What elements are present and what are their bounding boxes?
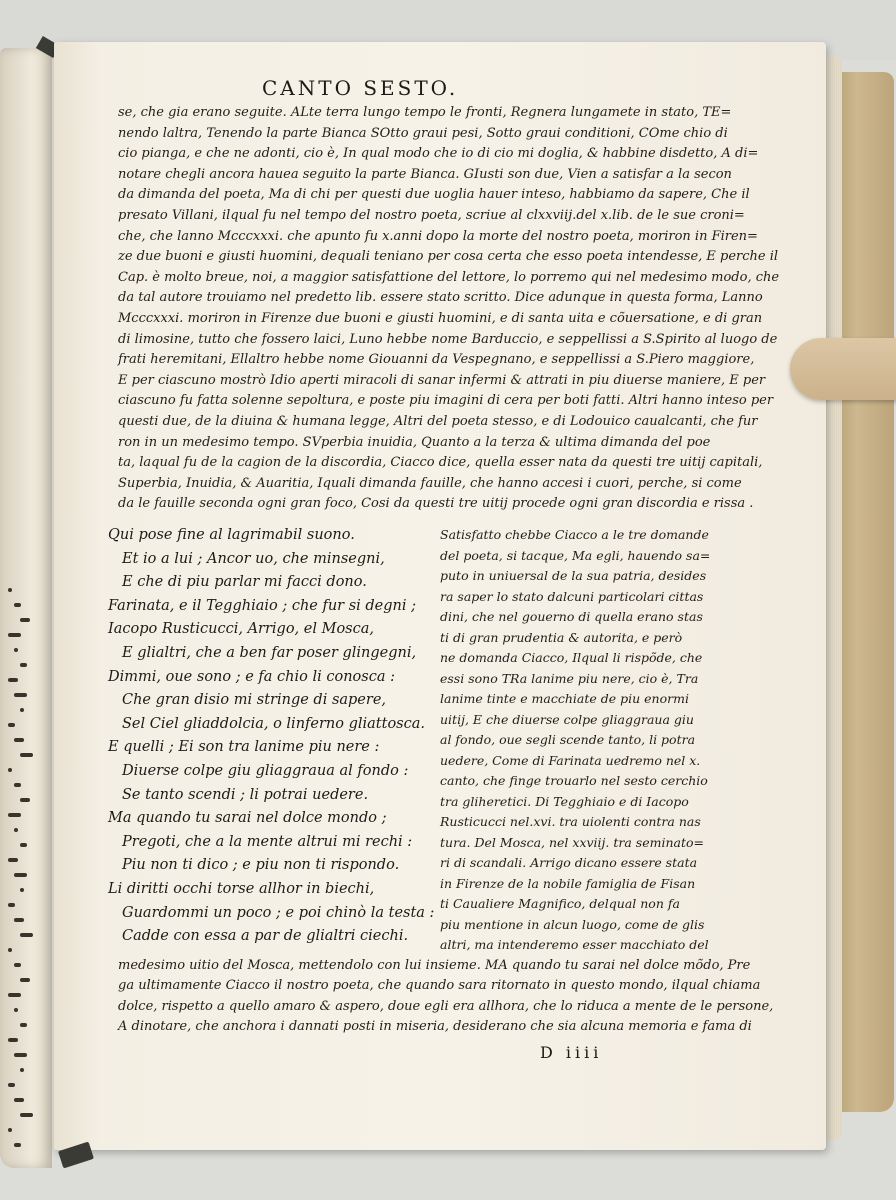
left-page-ink-mark [14, 873, 27, 877]
left-page-ink-mark [8, 1128, 12, 1132]
left-page-ink-mark [8, 1038, 18, 1042]
commentary-right-line: essi sono TRa lanime piu nere, cio è, Tra [440, 670, 699, 686]
verses-line: Pregoti, che a la mente altrui mi rechi : [122, 833, 413, 850]
verses-line: E quelli ; Ei son tra lanime piu nere : [108, 739, 380, 756]
verses-line: Farinata, e il Tegghiaio ; che fur si degni ; [108, 597, 417, 614]
commentary-right-line: ne domanda Ciacco, Ilqual li rispõde, che [440, 650, 703, 665]
page-heading: CANTO SESTO. [262, 76, 459, 100]
commentary-top-line: ciascuno fu fatta solenne sepoltura, e poste piu imagini di cera per boti fatti. Altri hanno inteso per [118, 393, 774, 409]
verses-line: Se tanto scendi ; li potrai uedere. [122, 786, 369, 803]
verses-line: E glialtri, che a ben far poser glingegni, [122, 645, 417, 661]
left-page-ink-mark [8, 1083, 15, 1087]
commentary-top-line: da le fauille seconda ogni gran foco, Cosi da questi tre uitij procede ogni gran discordia e rissa . [118, 496, 754, 512]
commentary-top-line: Mcccxxxi. moriron in Firenze due buoni e giusti huomini, e di santa uita e cõuersatione, e di gran [118, 311, 763, 326]
commentary-top-line: cio pianga, e che ne adonti, cio è, In qual modo che io di cio mi doglia, & habbine disdetto, A di= [118, 146, 759, 162]
verses-line: Cadde con essa a par de glialtri ciechi. [122, 928, 409, 945]
commentary-top-line: ron in un medesimo tempo. SVperbia inuidia, Quanto a la terza & ultima dimanda del poe [118, 434, 711, 450]
left-page-ink-mark [20, 708, 24, 712]
left-page-ink-mark [14, 963, 21, 967]
verses-line: Diuerse colpe giu gliaggraua al fondo : [122, 763, 409, 779]
left-page-ink-mark [14, 1008, 18, 1012]
commentary-bottom-line: A dinotare, che anchora i dannati posti in miseria, desiderano che sia alcuna memoria e fama di [118, 1019, 752, 1035]
commentary-bottom-line: dolce, rispetto a quello amaro & aspero, doue egli era allhora, che lo riduca a mente de le persone, [118, 998, 774, 1014]
left-page-ink-mark [14, 783, 21, 787]
left-page-ink-mark [20, 978, 30, 982]
left-page-ink-mark [8, 948, 12, 952]
verses-line: E che di piu parlar mi facci dono. [122, 574, 367, 591]
left-page-ink-mark [20, 1023, 27, 1027]
verses-line: Et io a lui ; Ancor uo, che minsegni, [122, 550, 385, 567]
commentary-right-line: uitij, E che diuerse colpe gliaggraua giu [440, 711, 694, 727]
commentary-top-line: Cap. è molto breue, noi, a maggior satisfattione del lettore, lo porremo qui nel medesimo modo, che [118, 269, 780, 285]
left-page-ink-mark [8, 813, 21, 817]
commentary-right-line: uedere, Come di Farinata uedremo nel x. [440, 752, 701, 768]
verses-line: Ma quando tu sarai nel dolce mondo ; [108, 810, 387, 827]
commentary-bottom-line: ga ultimamente Ciacco il nostro poeta, che quando sara ritornato in questo mondo, ilqual chiama [118, 978, 761, 994]
signature-mark: D iiii [540, 1043, 603, 1062]
commentary-right-line: tra gliheretici. Di Tegghiaio e di Iacopo [440, 793, 689, 809]
left-page-ink-mark [14, 693, 27, 697]
left-page-ink-mark [14, 1143, 21, 1147]
commentary-right-line: in Firenze de la nobile famiglia de Fisan [440, 875, 696, 891]
verses-line: Che gran disio mi stringe di sapere, [122, 692, 387, 709]
commentary-right-line: al fondo, oue segli scende tanto, li potra [440, 732, 696, 747]
commentary-top-line: di limosine, tutto che fossero laici, Luno hebbe nome Barduccio, e seppellissi a S.Spirito al luogo de [118, 331, 778, 347]
left-page-ink-mark [8, 993, 21, 997]
commentary-top-line: presato Villani, ilqual fu nel tempo del nostro poeta, scriue al clxxviij.del x.lib. de le sue croni= [118, 208, 745, 223]
commentary-right-line: dini, che nel gouerno di quella erano stas [440, 609, 703, 624]
left-page-ink-mark [14, 828, 18, 832]
commentary-right-line: ti di gran prudentia & autorita, e però [440, 629, 683, 645]
left-page-ink-mark [8, 903, 15, 907]
commentary-top-line: se, che gia erano seguite. ALte terra lungo tempo le fronti, Regnera lungamete in stato, TE= [118, 105, 732, 120]
left-page-ink-mark [8, 678, 18, 682]
verses-line: Piu non ti dico ; e piu non ti rispondo. [122, 857, 400, 874]
commentary-top-line: notare chegli ancora hauea seguito la parte Bianca. GIusti son due, Vien a satisfar a la secon [118, 166, 732, 182]
commentary-top-line: che, che lanno Mcccxxxi. che apunto fu x.anni dopo la morte del nostro poeta, moriron in Firen= [118, 228, 758, 244]
commentary-top-line: da dimanda del poeta, Ma di chi per questi due uoglia hauer inteso, habbiamo da sapere, Che il [118, 187, 750, 203]
left-page-ink-mark [20, 1068, 24, 1072]
commentary-right-line: ti Caualiere Magnifico, delqual non fa [440, 896, 680, 911]
left-page-ink-mark [20, 753, 33, 757]
left-page-ink-mark [8, 768, 12, 772]
left-page-ink-mark [20, 798, 30, 802]
verses-line: Sel Ciel gliaddolcia, o linferno gliattosca. [122, 715, 425, 732]
left-page-ink-mark [14, 648, 18, 652]
commentary-right-line: canto, che finge trouarlo nel sesto cerchio [440, 773, 708, 788]
left-page-ink-mark [8, 588, 12, 592]
commentary-top-line: frati heremitani, Ellaltro hebbe nome Giouanni da Vespegnano, e seppellissi a S.Piero maggiore, [118, 352, 755, 368]
left-page-ink-mark [20, 888, 24, 892]
commentary-right-line: tura. Del Mosca, nel xxviij. tra seminato= [440, 834, 704, 850]
left-page-ink-mark [20, 1113, 33, 1117]
commentary-top-line: questi due, de la diuina & humana legge, Altri del poeta stesso, e di Lodouico caualcanti, che fur [118, 414, 758, 429]
left-page-ink-mark [8, 723, 15, 727]
left-page-ink-mark [8, 858, 18, 862]
wooden-bookmark [790, 338, 896, 400]
commentary-top-line: da tal autore trouiamo nel predetto lib. essere stato scritto. Dice adunque in questa forma, Lanno [118, 290, 763, 306]
left-page-ink-mark [20, 663, 27, 667]
commentary-right-line: Satisfatto chebbe Ciacco a le tre domande [440, 527, 709, 542]
left-page-ink-mark [14, 1098, 24, 1102]
left-page-ink-mark [14, 603, 21, 607]
left-page-ink-mark [14, 738, 24, 742]
commentary-right-line: puto in uniuersal de la sua patria, desides [440, 568, 707, 583]
commentary-right-line: lanime tinte e macchiate de piu enormi [440, 691, 689, 706]
left-page-ink-mark [8, 633, 21, 637]
commentary-top-line: E per ciascuno mostrò Idio aperti miracoli di sanar infermi & attrati in piu diuerse maniere, E per [118, 372, 766, 388]
verses-line: Qui pose fine al lagrimabil suono. [108, 527, 355, 543]
commentary-right-line: Rusticucci nel.xvi. tra uiolenti contra nas [440, 814, 701, 829]
left-page-ink-mark [14, 1053, 27, 1057]
commentary-right-line: altri, ma intenderemo esser macchiato del [440, 937, 709, 952]
commentary-top-line: nendo laltra, Tenendo la parte Bianca SOtto graui pesi, Sotto graui conditioni, COme chio di [118, 125, 728, 141]
verses-line: Dimmi, oue sono ; e fa chio li conosca : [108, 668, 395, 685]
commentary-right-line: del poeta, si tacque, Ma egli, hauendo sa= [440, 547, 711, 563]
verses-line: Iacopo Rusticucci, Arrigo, el Mosca, [108, 621, 374, 638]
left-page-ink-mark [20, 618, 30, 622]
commentary-bottom-line: medesimo uitio del Mosca, mettendolo con lui insieme. MA quando tu sarai nel dolce mõdo, Pre [118, 958, 751, 973]
left-page-ink-mark [14, 918, 24, 922]
commentary-top-line: ze due buoni e giusti huomini, dequali teniano per cosa certa che esso poeta intendesse, E perche il [118, 249, 779, 265]
commentary-top-line: ta, laqual fu de la cagion de la discordia, Ciacco dice, quella esser nata da questi tre uitij capitali, [118, 455, 763, 471]
commentary-right-line: ra saper lo stato dalcuni particolari cittas [440, 588, 704, 604]
left-page-ink-mark [20, 933, 33, 937]
left-page-ink-mark [20, 843, 27, 847]
verses-line: Guardommi un poco ; e poi chinò la testa : [122, 904, 435, 921]
commentary-right-line: ri di scandali. Arrigo dicano essere stata [440, 855, 698, 870]
left-page [0, 48, 52, 1168]
commentary-top-line: Superbia, Inuidia, & Auaritia, Iquali dimanda fauille, che hanno accesi i cuori, perche, si come [118, 475, 742, 491]
commentary-right-line: piu mentione in alcun luogo, come de glis [440, 916, 705, 932]
verses-line: Li diritti occhi torse allhor in biechi, [108, 881, 375, 897]
